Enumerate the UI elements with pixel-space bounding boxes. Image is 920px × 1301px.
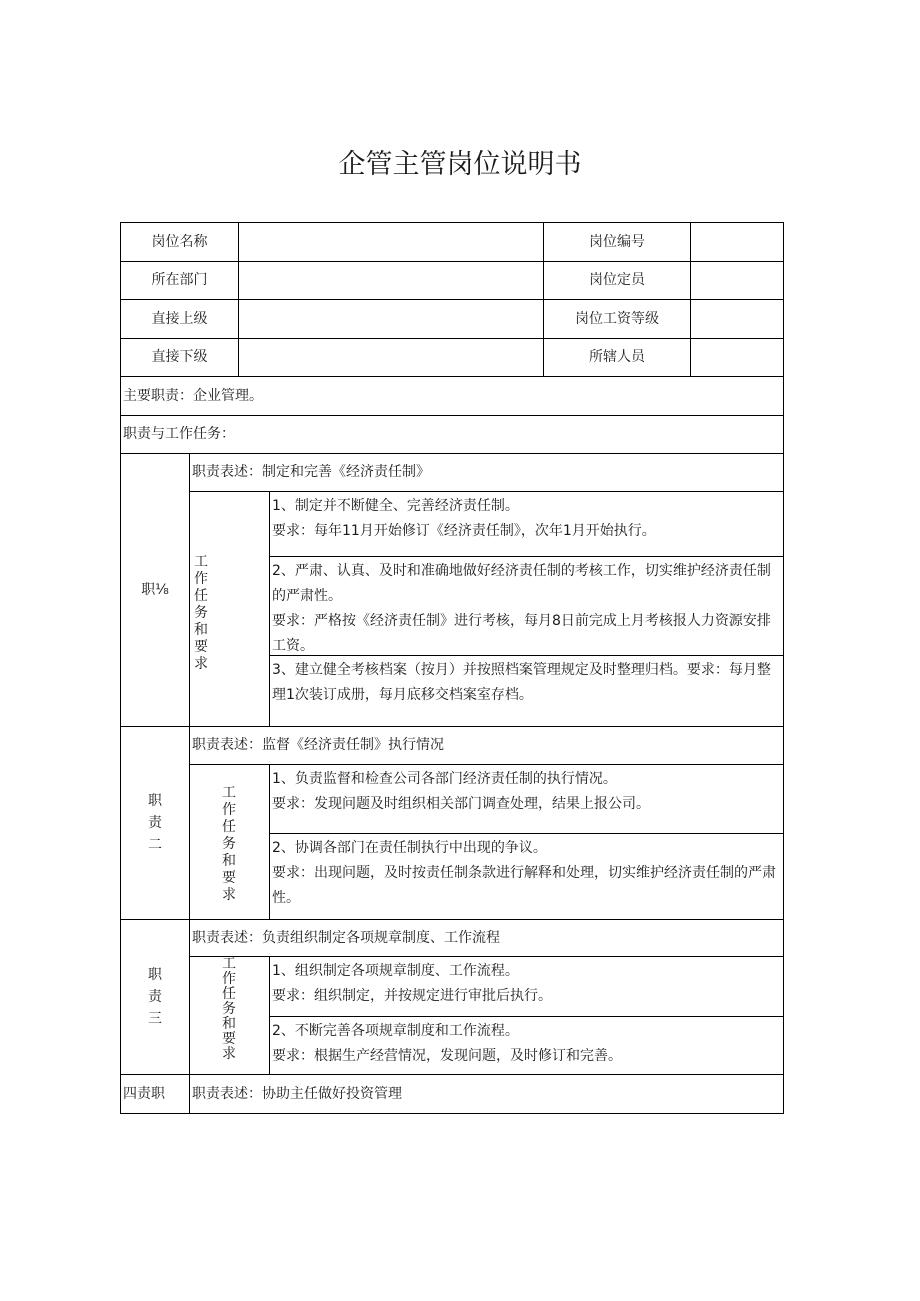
job-description-table: [120, 222, 784, 1114]
main-duty: 主要职责：企业管理。: [120, 376, 784, 416]
duty-2-task-1-line-1: 1、负责监督和检查公司各部门经济责任制的执行情况。: [272, 771, 617, 787]
duty-3-description: 职责表述：负责组织制定各项规章制度、工作流程: [189, 919, 784, 957]
direct-superior-value: [238, 299, 544, 339]
headcount-label: 岗位定员: [543, 261, 691, 300]
department-label: 所在部门: [120, 261, 239, 300]
duty-1-task-2: [269, 556, 784, 656]
duty-3-task-2-line-2: 要求：根据生产经营情况，发现问题，及时修订和完善。: [272, 1048, 622, 1064]
duty-1-task-1-line-2: 要求：每年11月开始修订《经济责任制》，次年1月开始执行。: [272, 523, 656, 539]
staff-under-value: [690, 338, 784, 377]
salary-grade-value: [690, 299, 784, 339]
duty-1-task-2-line-1: 2、严肃、认真、及时和准确地做好经济责任制的考核工作，切实维护经济责任制的严肃性。: [272, 563, 771, 604]
duty-3-task-label: [189, 956, 270, 1075]
duty-2-task-2-line-2: 要求：出现问题，及时按责任制条款进行解释和处理，切实维护经济责任制的严肃性。: [272, 865, 776, 906]
duty-3-label-text: 职责三: [148, 967, 162, 1027]
duty-3-task-2: [269, 1016, 784, 1075]
post-name-label: 岗位名称: [120, 222, 239, 262]
duty-1-task-label: [189, 491, 270, 727]
staff-under-label: 所辖人员: [543, 338, 691, 377]
duty-3-task-2-line-1: 2、不断完善各项规章制度和工作流程。: [272, 1023, 519, 1039]
duty-2-task-1: [269, 764, 784, 834]
duty-2-label: [120, 726, 190, 920]
post-number-label: 岗位编号: [543, 222, 691, 262]
direct-superior-label: 直接上级: [120, 299, 239, 339]
duty-3-task-1-line-2: 要求：组织制定，并按规定进行审批后执行。: [272, 988, 552, 1004]
duty-1-task-2-line-2: 要求：严格按《经济责任制》进行考核，每月8日前完成上月考核报人力资源安排工资。: [272, 613, 771, 654]
duty-1-task-1-line-1: 1、制定并不断健全、完善经济责任制。: [272, 498, 519, 514]
duty-1-task-label-text: 工作任务和要求: [194, 554, 208, 672]
duty-2-task-label: [189, 764, 270, 920]
direct-subordinate-label: 直接下级: [120, 338, 239, 377]
department-value: [238, 261, 544, 300]
duty-1-task-1: [269, 491, 784, 557]
duty-2-task-2: [269, 833, 784, 920]
duty-1-task-3-line-1: 3、建立健全考核档案（按月）并按照档案管理规定及时整理归档。要求：每月整理1次装订成册，每月底移交档案室存档。: [272, 662, 771, 703]
duty-3-task-label-text: 工作任务和要求: [222, 956, 236, 1062]
duty-3-task-1: [269, 956, 784, 1017]
duty-3-task-1-line-1: 1、组织制定各项规章制度、工作流程。: [272, 963, 519, 979]
document-title: 企管主管岗位说明书: [338, 149, 582, 180]
duty-2-task-2-line-1: 2、协调各部门在责任制执行中出现的争议。: [272, 840, 547, 856]
duty-2-task-1-line-2: 要求：发现问题及时组织相关部门调查处理，结果上报公司。: [272, 796, 650, 812]
duty-2-task-label-text: 工作任务和要求: [222, 785, 236, 903]
duty-3-label: [120, 919, 190, 1075]
headcount-value: [690, 261, 784, 300]
duty-4-label: 四责职: [120, 1074, 190, 1114]
post-number-value: [690, 222, 784, 262]
duties-heading: 职责与工作任务：: [120, 415, 784, 454]
duty-1-description: 职责表述：制定和完善《经济责任制》: [189, 453, 784, 492]
duty-2-label-text: 职责二: [148, 793, 162, 853]
duty-1-task-3: [269, 655, 784, 727]
duty-1-label-text: 职⅛: [141, 581, 169, 598]
salary-grade-label: 岗位工资等级: [543, 299, 691, 339]
duty-2-description: 职责表述：监督《经济责任制》执行情况: [189, 726, 784, 765]
post-name-value: [238, 222, 544, 262]
duty-1-label: [120, 453, 190, 727]
direct-subordinate-value: [238, 338, 544, 377]
duty-4-description: 职责表述：协助主任做好投资管理: [189, 1074, 784, 1114]
